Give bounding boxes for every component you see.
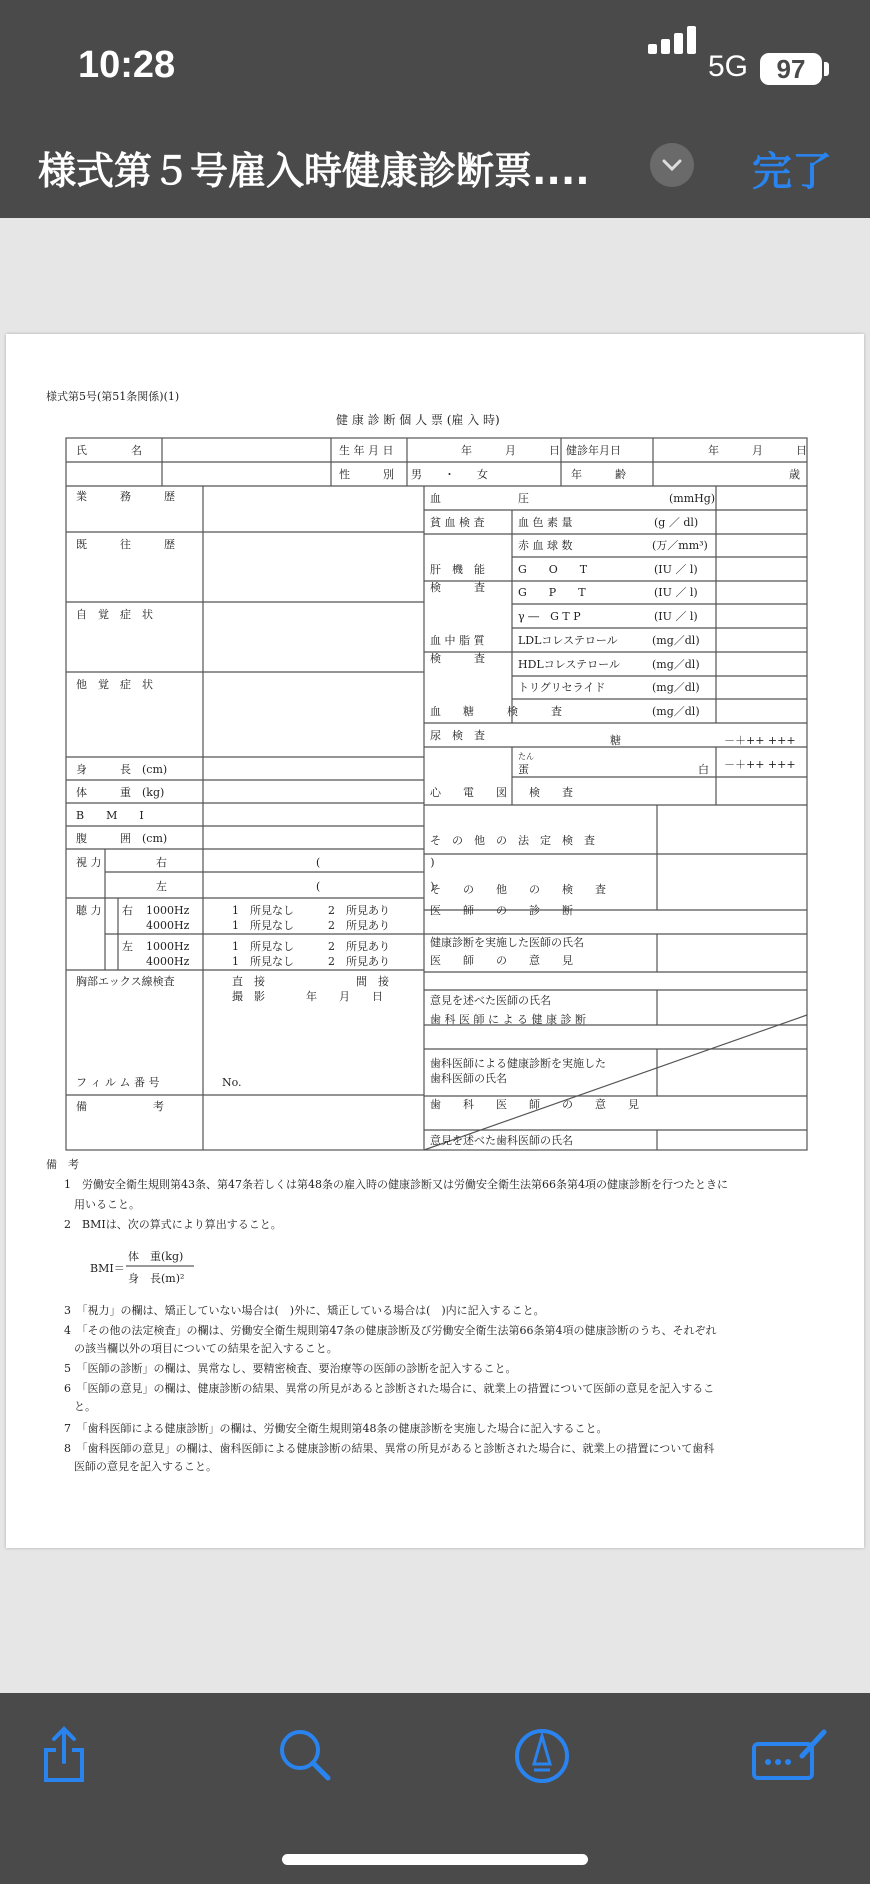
done-button[interactable]: 完了 — [752, 149, 832, 195]
label-gpt: G P T — [518, 586, 586, 599]
label-vision: 視 力 — [76, 856, 102, 869]
label-doctor-opinion: 医 師 の 意 見 — [430, 954, 573, 967]
bmi-lhs: BMI＝ — [90, 1262, 125, 1275]
xray-direct: 直 接 — [232, 975, 265, 988]
label-ggtp: γ ― G T P — [518, 610, 581, 623]
form-fill-button[interactable] — [750, 1726, 830, 1786]
tg-unit: (mg／dl) — [652, 681, 700, 694]
note-4a: 4 「その他の法定検査」の欄は、労働安全衛生規則第47条の健康診断及び労働安全衛生法第66条第4項の健康診断のうち、それぞれ — [64, 1324, 717, 1337]
label-objective: 他 覚 症 状 — [76, 678, 153, 691]
finding-none-3: 1 所見なし — [232, 940, 294, 953]
note-6b: と。 — [74, 1400, 96, 1413]
markup-icon — [512, 1726, 572, 1786]
finding-yes-3: 2 所見あり — [328, 940, 390, 953]
label-name: 氏 名 — [76, 444, 142, 457]
label-hdl: HDLコレステロール — [518, 658, 620, 671]
ggtp-unit: (IU ／ l) — [654, 610, 698, 623]
protein-scale: －＋++ +++ — [724, 758, 796, 771]
label-sugar: 糖 — [610, 734, 621, 747]
note-1a: 1 労働安全衛生規則第43条、第47条若しくは第48条の雇入時の健康診断又は労働安全衛生法第66条第4項の健康診断を行つたときに — [64, 1178, 728, 1191]
battery-icon: 97 — [760, 53, 822, 85]
note-7: 7 「歯科医師による健康診断」の欄は、労働安全衛生規則第48条の健康診断を実施した場合に記入すること。 — [64, 1422, 608, 1435]
document-title[interactable]: 様式第５号雇入時健康診断票.... — [38, 149, 590, 193]
label-liver-2: 検 査 — [430, 581, 485, 594]
label-doctor-diag: 医 師 の 診 断 — [430, 904, 573, 917]
label-rbc: 赤 血 球 数 — [518, 539, 573, 552]
note-8a: 8 「歯科医師の意見」の欄は、歯科医師による健康診断の結果、異常の所見があると診断された場合に、就業上の措置について歯科 — [64, 1442, 715, 1455]
note-1b: 用いること。 — [74, 1198, 140, 1211]
label-age: 年 齢 — [571, 468, 626, 481]
top-bar — [0, 0, 870, 218]
note-8b: 医師の意見を記入すること。 — [74, 1460, 217, 1473]
note-3: 3 「視力」の欄は、矯正していない場合は( )外に、矯正している場合は( )内に記入すること。 — [64, 1304, 545, 1317]
search-button[interactable] — [276, 1726, 336, 1786]
film-no: No. — [222, 1076, 242, 1089]
hearing-right: 右 — [122, 904, 133, 917]
hearing-left: 左 — [122, 940, 133, 953]
label-film: フ ィ ル ム 番 号 — [76, 1076, 160, 1089]
hearing-r-4000: 4000Hz — [146, 919, 190, 932]
note-6a: 6 「医師の意見」の欄は、健康診断の結果、異常の所見があると診断された場合に、就業上の措置について医師の意見を記入するこ — [64, 1382, 715, 1395]
label-work-history: 業 務 歴 — [76, 490, 175, 503]
label-subjective: 自 覚 症 状 — [76, 608, 153, 621]
share-button[interactable] — [38, 1726, 98, 1786]
network-label: 5G — [708, 50, 749, 83]
sugar-scale: －＋++ +++ — [724, 734, 796, 747]
sex-options: 男 ・ 女 — [411, 468, 488, 481]
share-icon — [38, 1726, 98, 1786]
got-unit: (IU ／ l) — [654, 563, 698, 576]
label-liver-1: 肝 機 能 — [430, 563, 485, 576]
label-other: そ の 他 の 検 査 — [430, 883, 606, 896]
finding-none-2: 1 所見なし — [232, 919, 294, 932]
bmi-numerator: 体 重(kg) — [128, 1250, 184, 1263]
age-unit: 歳 — [789, 468, 800, 481]
form-fill-icon — [750, 1726, 830, 1786]
label-protein-2: 白 — [698, 763, 709, 776]
document-page[interactable] — [6, 334, 864, 1548]
label-sex: 性 別 — [339, 468, 394, 481]
hb-unit: (g ／ dl) — [654, 516, 699, 529]
label-tan-ruby: たん — [518, 752, 534, 761]
label-past-history: 既 往 歴 — [76, 538, 175, 551]
label-bp: 血 圧 — [430, 492, 529, 505]
battery-tip — [824, 62, 829, 76]
note-2: 2 BMIは、次の算式により算出すること。 — [64, 1218, 282, 1231]
label-remarks: 備 考 — [76, 1100, 164, 1113]
status-time: 10:28 — [78, 44, 176, 86]
note-5: 5 「医師の診断」の欄は、異常なし、要精密検査、要治療等の医師の診断を記入すること。 — [64, 1362, 517, 1375]
label-dental-opinion: 歯 科 医 師 の 意 見 — [430, 1098, 639, 1111]
label-ldl: LDLコレステロール — [518, 634, 618, 647]
label-height: 身 長 (cm) — [76, 763, 168, 776]
label-birth: 生 年 月 日 — [339, 444, 394, 457]
gpt-unit: (IU ／ l) — [654, 586, 698, 599]
vision-right-paren: ( ) — [316, 856, 435, 869]
form-code: 様式第5号(第51条関係)(1) — [46, 390, 180, 403]
bp-unit: (mmHg) — [669, 492, 716, 505]
title-menu-button[interactable] — [650, 143, 694, 187]
xray-date: 年 月 日 — [306, 990, 383, 1003]
label-dental: 歯 科 医 師 に よ る 健 康 診 断 — [430, 1013, 586, 1026]
label-dental-name-2: 歯科医師の氏名 — [430, 1072, 507, 1085]
label-glucose: 血 糖 検 査 — [430, 705, 562, 718]
xray-photo: 撮 影 — [232, 990, 265, 1003]
home-indicator — [282, 1854, 588, 1865]
label-exam-date: 健診年月日 — [566, 444, 621, 457]
hearing-l-4000: 4000Hz — [146, 955, 190, 968]
finding-yes-2: 2 所見あり — [328, 919, 390, 932]
label-hb: 血 色 素 量 — [518, 516, 573, 529]
bmi-denominator: 身 長(m)² — [128, 1272, 185, 1285]
label-opinion-name: 意見を述べた医師の氏名 — [430, 994, 551, 1007]
label-urine: 尿 検 査 — [430, 729, 485, 742]
xray-indirect: 間 接 — [356, 975, 389, 988]
chevron-down-icon — [661, 157, 683, 173]
label-other-legal: そ の 他 の 法 定 検 査 — [430, 834, 595, 847]
exam-date: 年 月 日 — [708, 444, 807, 457]
hearing-l-1000: 1000Hz — [146, 940, 190, 953]
label-dental-op-name: 意見を述べた歯科医師の氏名 — [430, 1134, 573, 1147]
label-bmi: B M I — [76, 809, 144, 822]
label-tg: トリグリセライド — [518, 681, 606, 694]
label-xray: 胸部エックス線検査 — [76, 975, 175, 988]
label-weight: 体 重 (kg) — [76, 786, 165, 799]
vision-right: 右 — [156, 856, 167, 869]
label-ecg: 心 電 図 検 査 — [430, 786, 573, 799]
vision-left-paren: ( ) — [316, 880, 435, 893]
hearing-r-1000: 1000Hz — [146, 904, 190, 917]
label-got: G O T — [518, 563, 588, 576]
vision-left: 左 — [156, 880, 167, 893]
label-waist: 腹 囲 (cm) — [76, 832, 168, 845]
label-lipid-1: 血 中 脂 質 — [430, 634, 485, 647]
finding-yes-4: 2 所見あり — [328, 955, 390, 968]
label-hearing: 聴 力 — [76, 904, 102, 917]
label-dental-name-1: 歯科医師による健康診断を実施した — [430, 1057, 606, 1070]
markup-button[interactable] — [512, 1726, 572, 1786]
label-doctor-name: 健康診断を実施した医師の氏名 — [430, 936, 584, 949]
label-anemia: 貧 血 検 査 — [430, 516, 485, 529]
glucose-unit: (mg／dl) — [652, 705, 700, 718]
finding-yes-1: 2 所見あり — [328, 904, 390, 917]
rbc-unit: (万／mm³) — [652, 539, 708, 552]
birth-date: 年 月 日 — [461, 444, 560, 457]
ldl-unit: (mg／dl) — [652, 634, 700, 647]
health-form — [6, 334, 864, 1548]
hdl-unit: (mg／dl) — [652, 658, 700, 671]
note-4b: の該当欄以外の項目についての結果を記入すること。 — [74, 1342, 338, 1355]
finding-none-4: 1 所見なし — [232, 955, 294, 968]
search-icon — [276, 1726, 336, 1786]
notes-title: 備 考 — [46, 1158, 79, 1171]
form-title: 健 康 診 断 個 人 票 (雇 入 時) — [336, 413, 500, 427]
label-protein-1: 蛋 — [518, 763, 529, 776]
label-lipid-2: 検 査 — [430, 652, 485, 665]
finding-none-1: 1 所見なし — [232, 904, 294, 917]
